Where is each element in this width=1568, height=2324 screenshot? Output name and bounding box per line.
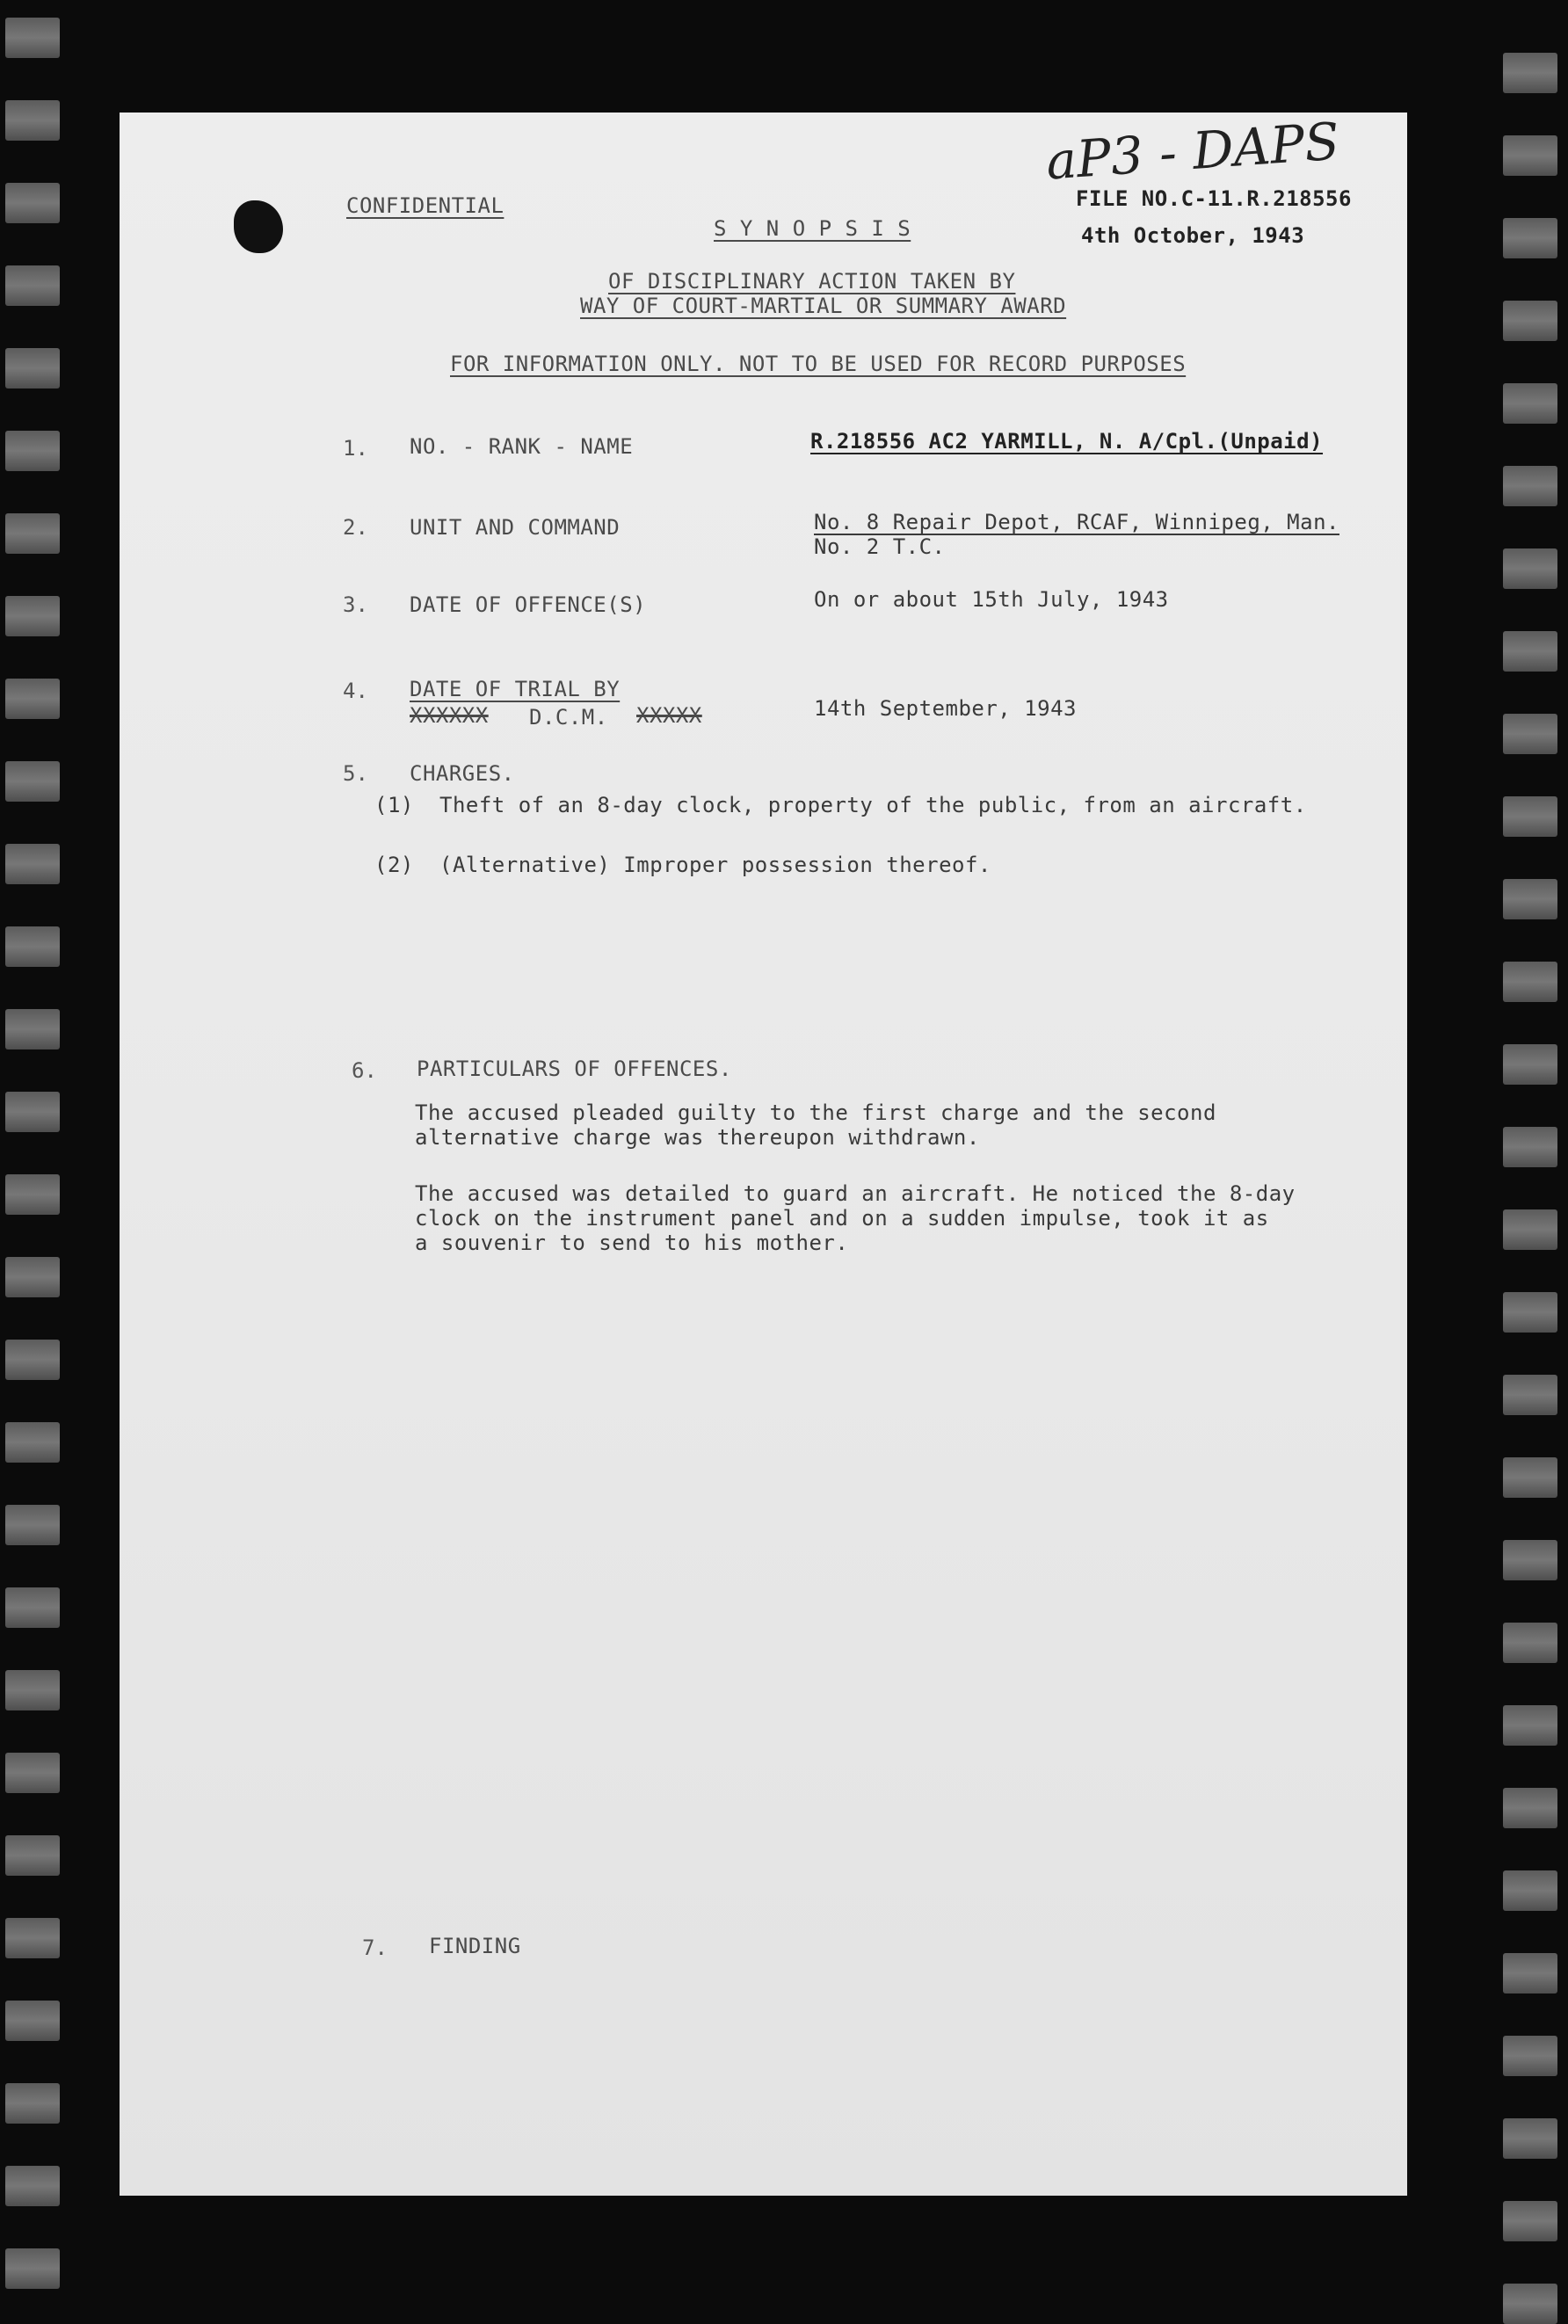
item-4-label: DATE OF TRIAL BY	[410, 677, 621, 701]
subtitle-line-2: WAY OF COURT-MARTIAL OR SUMMARY AWARD	[580, 294, 1067, 318]
film-sprocket-hole	[5, 18, 60, 58]
film-sprocket-hole	[1503, 2201, 1557, 2241]
item-6-label: PARTICULARS OF OFFENCES.	[417, 1057, 732, 1081]
film-sprocket-hole	[5, 183, 60, 223]
film-sprocket-hole	[5, 265, 60, 306]
item-3-value: On or about 15th July, 1943	[814, 587, 1169, 612]
file-number: FILE NO.C-11.R.218556	[1076, 186, 1352, 211]
particulars-para-2-line-1: The accused was detailed to guard an aircraft. He noticed the 8-day	[415, 1181, 1296, 1206]
item-4-struck-option-2: XXXXX	[636, 703, 702, 728]
film-sprocket-hole	[1503, 2036, 1557, 2076]
film-sprocket-hole	[5, 431, 60, 471]
film-sprocket-hole	[1503, 1953, 1557, 1994]
film-sprocket-hole	[1503, 1540, 1557, 1580]
film-sprocket-hole	[5, 1257, 60, 1297]
subtitle-line-1: OF DISCIPLINARY ACTION TAKEN BY	[608, 269, 1016, 294]
film-sprocket-hole	[5, 761, 60, 802]
record-notice: FOR INFORMATION ONLY. NOT TO BE USED FOR RECORD PURPOSES	[450, 352, 1187, 376]
film-sprocket-hole	[5, 2083, 60, 2124]
item-2-label: UNIT AND COMMAND	[410, 515, 621, 540]
film-sprocket-hole	[1503, 962, 1557, 1002]
item-1-label: NO. - RANK - NAME	[410, 434, 634, 459]
item-3-number: 3.	[343, 592, 368, 617]
item-2-value-line-2: No. 2 T.C.	[814, 534, 946, 559]
charge-2-text: (Alternative) Improper possession thereof.	[439, 853, 991, 877]
film-sprocket-hole	[1503, 1375, 1557, 1415]
document-page	[120, 113, 1407, 2196]
film-sprocket-hole	[1503, 1127, 1557, 1167]
film-sprocket-hole	[5, 1174, 60, 1215]
film-sprocket-hole	[5, 1587, 60, 1628]
film-sprocket-hole	[1503, 879, 1557, 919]
film-sprocket-hole	[1503, 1705, 1557, 1746]
film-sprocket-hole	[1503, 1209, 1557, 1250]
film-sprocket-hole	[5, 1918, 60, 1958]
film-sprocket-hole	[5, 1092, 60, 1132]
charge-2-number: (2)	[374, 853, 414, 877]
film-sprocket-hole	[5, 1422, 60, 1463]
item-7-number: 7.	[362, 1935, 388, 1960]
particulars-para-2-line-2: clock on the instrument panel and on a sudden impulse, took it as	[415, 1206, 1269, 1231]
film-sprocket-hole	[1503, 714, 1557, 754]
film-sprocket-hole	[5, 1670, 60, 1710]
item-4-trial-type: D.C.M.	[529, 705, 608, 730]
film-sprocket-hole	[1503, 383, 1557, 424]
document-title: S Y N O P S I S	[714, 216, 911, 241]
film-sprocket-hole	[1503, 2284, 1557, 2324]
film-sprocket-hole	[1503, 1623, 1557, 1663]
film-sprocket-hole	[5, 844, 60, 884]
film-sprocket-hole	[5, 2166, 60, 2206]
film-sprocket-hole	[1503, 53, 1557, 93]
film-sprocket-hole	[5, 348, 60, 389]
film-sprocket-hole	[5, 100, 60, 141]
particulars-para-1-line-2: alternative charge was thereupon withdrawn.	[415, 1125, 980, 1150]
classification-label: CONFIDENTIAL	[346, 193, 505, 218]
film-strip-right	[1494, 0, 1564, 2313]
film-strip-left	[0, 0, 70, 2313]
film-sprocket-hole	[5, 1340, 60, 1380]
punch-hole	[234, 200, 283, 253]
film-sprocket-hole	[5, 926, 60, 967]
film-sprocket-hole	[1503, 466, 1557, 506]
particulars-para-1-line-1: The accused pleaded guilty to the first charge and the second	[415, 1100, 1216, 1125]
film-sprocket-hole	[5, 596, 60, 636]
film-sprocket-hole	[1503, 135, 1557, 176]
item-4-number: 4.	[343, 679, 368, 703]
film-sprocket-hole	[1503, 1044, 1557, 1085]
item-7-label: FINDING	[429, 1934, 521, 1958]
film-sprocket-hole	[5, 2248, 60, 2289]
item-4-value: 14th September, 1943	[814, 696, 1077, 721]
film-sprocket-hole	[1503, 548, 1557, 589]
item-2-number: 2.	[343, 515, 368, 540]
item-6-number: 6.	[352, 1058, 377, 1083]
item-1-number: 1.	[343, 436, 368, 461]
item-4-struck-option-1: XXXXXX	[410, 703, 489, 728]
film-sprocket-hole	[5, 2001, 60, 2041]
charge-1-text: Theft of an 8-day clock, property of the public, from an aircraft.	[439, 793, 1307, 817]
film-sprocket-hole	[5, 1753, 60, 1793]
item-3-label: DATE OF OFFENCE(S)	[410, 592, 647, 617]
particulars-para-2-line-3: a souvenir to send to his mother.	[415, 1231, 849, 1255]
film-sprocket-hole	[1503, 2118, 1557, 2159]
film-sprocket-hole	[1503, 1870, 1557, 1911]
film-sprocket-hole	[1503, 631, 1557, 672]
film-sprocket-hole	[1503, 1292, 1557, 1333]
film-sprocket-hole	[5, 1835, 60, 1876]
film-sprocket-hole	[1503, 301, 1557, 341]
film-sprocket-hole	[1503, 796, 1557, 837]
film-sprocket-hole	[5, 679, 60, 719]
film-sprocket-hole	[1503, 1457, 1557, 1498]
handwritten-annotation: aP3 - DAPS	[1044, 111, 1342, 192]
film-sprocket-hole	[1503, 1788, 1557, 1828]
film-sprocket-hole	[5, 1009, 60, 1049]
document-date: 4th October, 1943	[1081, 223, 1305, 248]
film-sprocket-hole	[5, 513, 60, 554]
charge-1-number: (1)	[374, 793, 414, 817]
item-1-value: R.218556 AC2 YARMILL, N. A/Cpl.(Unpaid)	[810, 429, 1324, 454]
item-5-label: CHARGES.	[410, 761, 515, 786]
film-sprocket-hole	[5, 1505, 60, 1545]
item-2-value-line-1: No. 8 Repair Depot, RCAF, Winnipeg, Man.	[814, 510, 1339, 534]
item-5-number: 5.	[343, 761, 368, 786]
film-sprocket-hole	[1503, 218, 1557, 258]
